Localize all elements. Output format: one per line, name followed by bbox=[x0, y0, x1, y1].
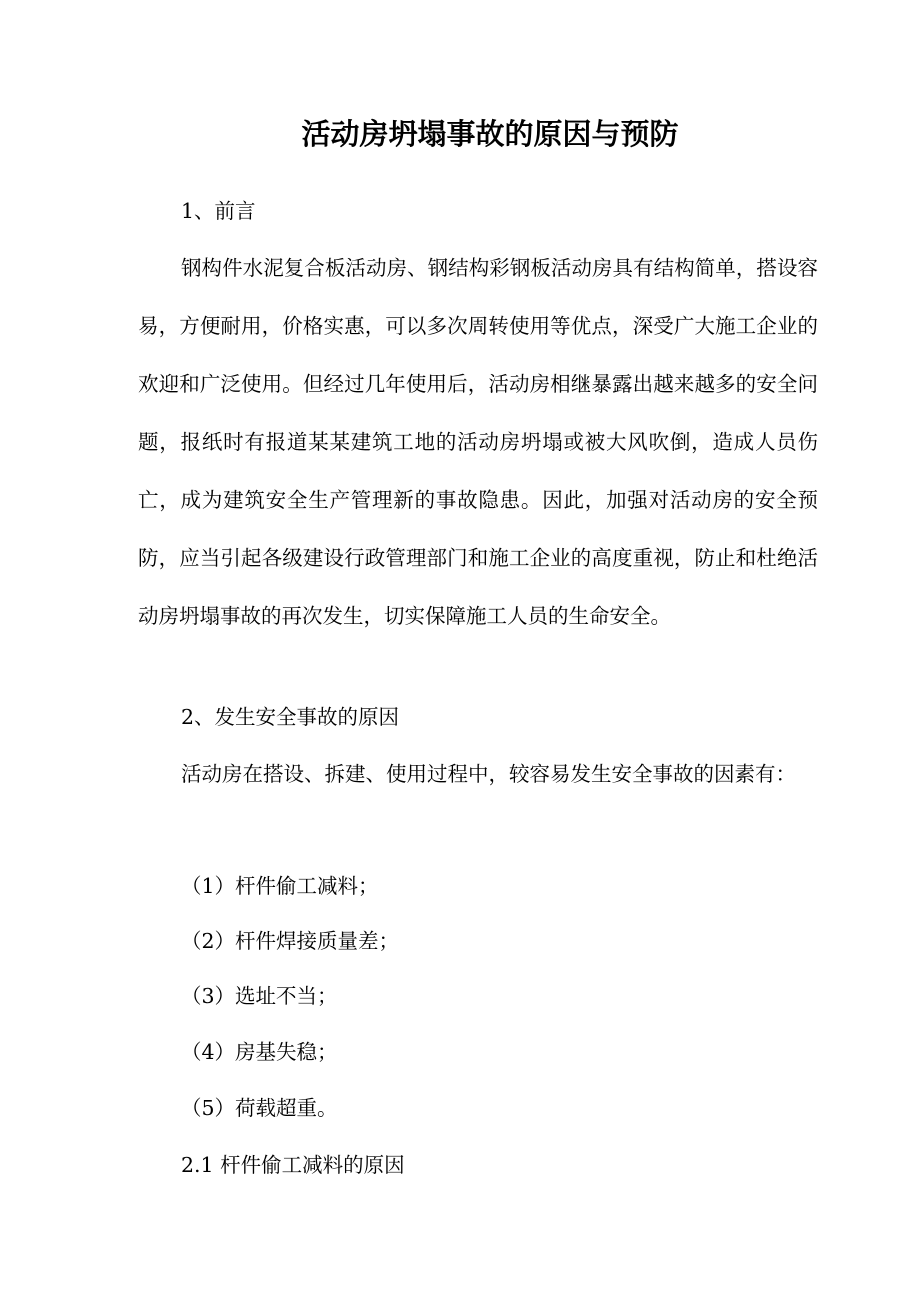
section-1-heading: 1、前言 bbox=[181, 199, 256, 223]
list-item: （2）杆件焊接质量差； bbox=[181, 929, 400, 953]
document-title: 活动房坍塌事故的原因与预防 bbox=[301, 117, 679, 151]
section-2-intro: 活动房在搭设、拆建、使用过程中，较容易发生安全事故的因素有： bbox=[181, 762, 796, 786]
section-1-paragraph: 钢构件水泥复合板活动房、钢结构彩钢板活动房具有结构简单，搭设容易，方便耐用，价格实惠，可以多次周转使用等优点，深受广大施工企业的欢迎和广泛使用。但经过几年使用后，活动房相继暴露出越来越多的安全问题，报纸时有报道某某建筑工地的活动房坍塌或被大风吹倒，造成人员伤亡，成为建筑安全生产管理新的事故隐患。因此，加强对活动房的安全预防，应当引起各级建设行政管理部门和施工企业的高度重视，防止和杜绝活动房坍塌事故的再次发生，切实保障施工人员的生命安全。 bbox=[138, 256, 818, 628]
list-item: （5）荷载超重。 bbox=[181, 1096, 338, 1120]
list-item: （3）选址不当； bbox=[181, 984, 338, 1008]
section-2-heading: 2、发生安全事故的原因 bbox=[181, 705, 400, 729]
list-item: （1）杆件偷工减料； bbox=[181, 874, 379, 898]
list-item: （4）房基失稳； bbox=[181, 1040, 338, 1064]
section-2-1-heading: 2.1 杆件偷工减料的原因 bbox=[181, 1153, 405, 1177]
